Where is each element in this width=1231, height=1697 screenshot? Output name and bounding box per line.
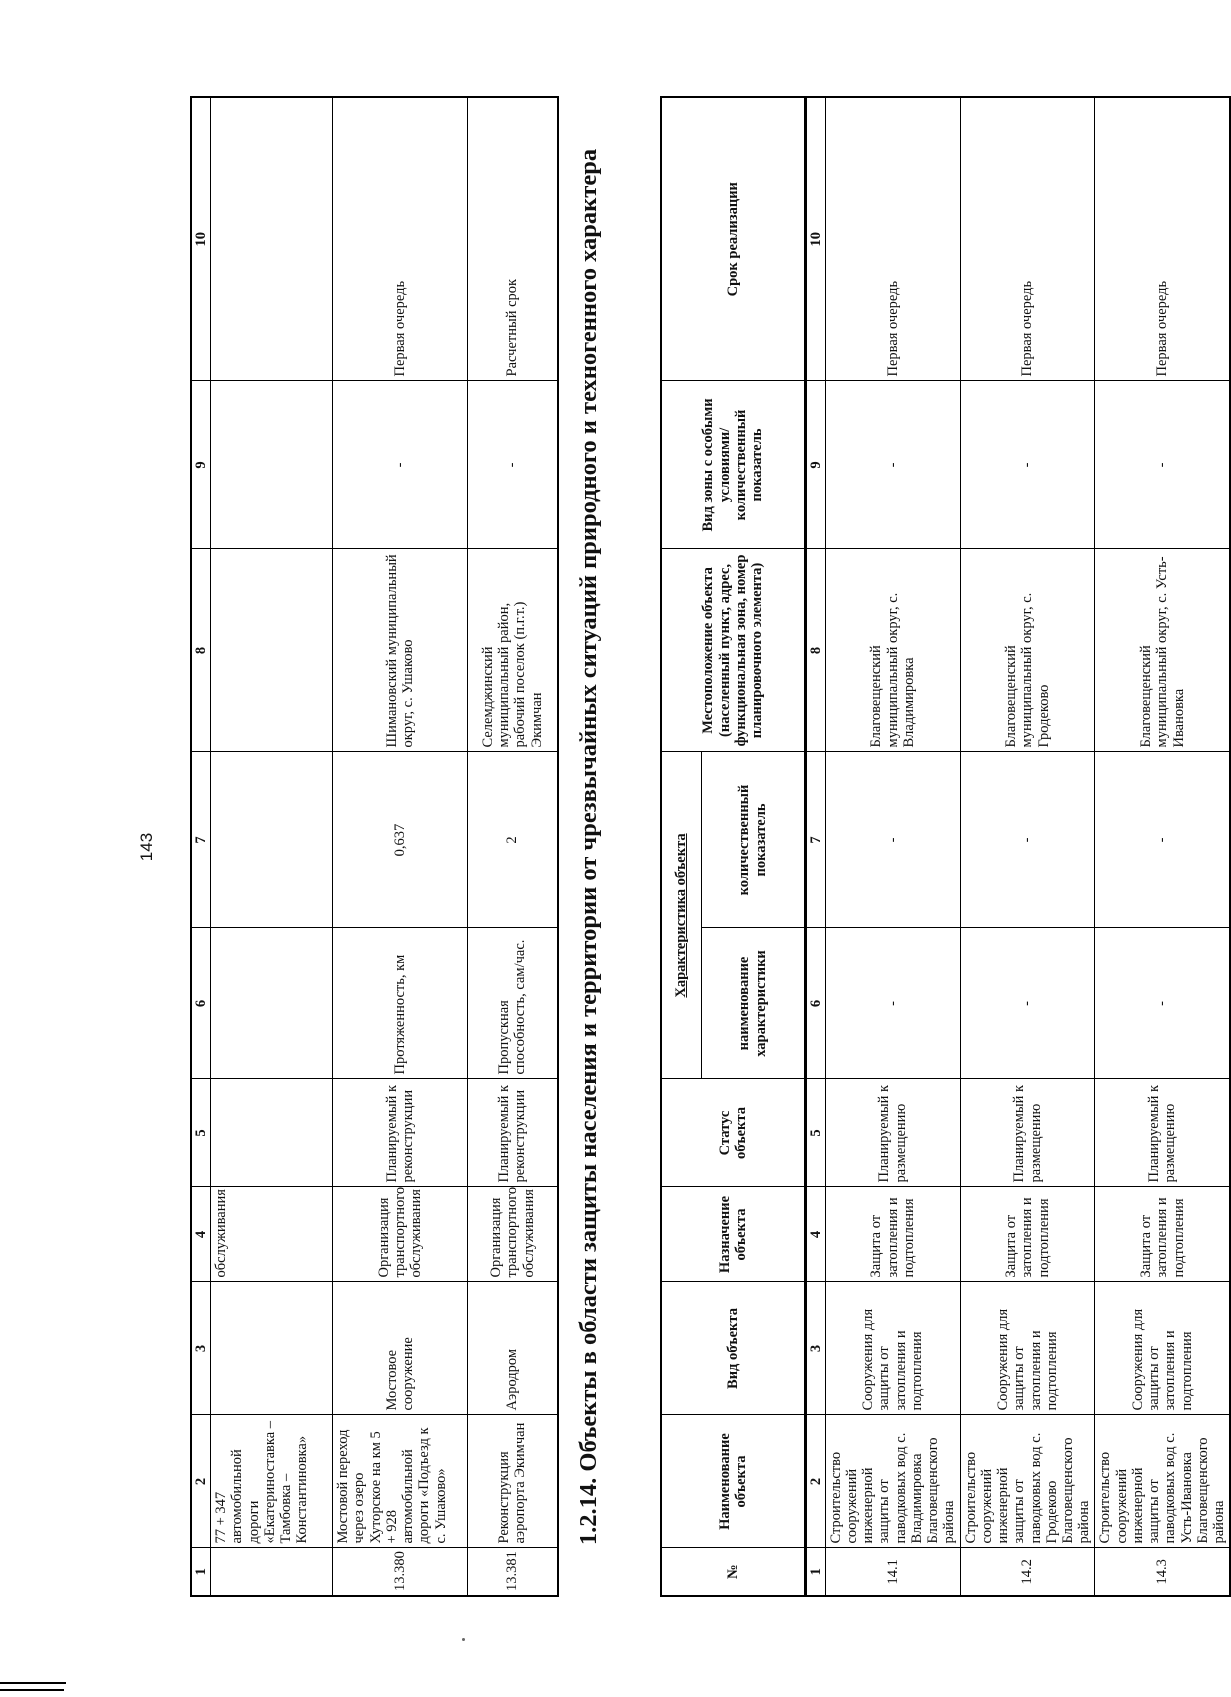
table-row bbox=[960, 97, 1095, 1596]
header-term: Срок реализации bbox=[661, 97, 805, 381]
cell-number: 14.3 bbox=[1095, 1548, 1230, 1596]
table-row bbox=[825, 97, 960, 1596]
index-cell: 7 bbox=[805, 752, 825, 928]
cell-object-type: Аэродром bbox=[468, 1282, 558, 1415]
header-object-type: Вид объекта bbox=[661, 1282, 805, 1415]
index-cell: 6 bbox=[805, 928, 825, 1079]
table-emergency-protection-objects bbox=[660, 96, 1231, 1597]
cell-object-type: Мостовое сооружение bbox=[333, 1282, 468, 1415]
cell-object-name: Мостовой переход через озеро Хуторское на км 5 + 928 автомобильной дороги «Подъезд к с. Ушаково» bbox=[333, 1415, 468, 1548]
cell-term: Первая очередь bbox=[825, 97, 960, 381]
cell-location bbox=[211, 549, 333, 752]
cell-object-name: Строительство сооружений инженерной защиты от паводковых вод с. Владимировка Благовещенского района bbox=[825, 1415, 960, 1548]
cell-location: Благовещенский муниципальный округ, с. Владимировка bbox=[825, 549, 960, 752]
header-object-status: Статус объекта bbox=[661, 1079, 805, 1187]
table-row bbox=[468, 97, 558, 1596]
header-characteristic-value: количественный показатель bbox=[701, 752, 805, 928]
cell-number: 14.2 bbox=[960, 1548, 1095, 1596]
cell-term bbox=[211, 97, 333, 381]
header-characteristic-group: Характеристика объекта bbox=[661, 752, 701, 1079]
page-number: 143 bbox=[137, 832, 156, 862]
cell-char-value bbox=[211, 752, 333, 928]
scan-edge-line bbox=[0, 1689, 64, 1691]
cell-char-value: 2 bbox=[468, 752, 558, 928]
cell-zone: - bbox=[825, 381, 960, 549]
cell-object-type bbox=[211, 1282, 333, 1415]
index-cell: 9 bbox=[805, 381, 825, 549]
index-cell: 5 bbox=[805, 1079, 825, 1187]
cell-object-status: Планируемый к размещению bbox=[825, 1079, 960, 1187]
header-number: № bbox=[661, 1548, 805, 1596]
header-object-name: Наименование объекта bbox=[661, 1415, 805, 1548]
cell-zone: - bbox=[468, 381, 558, 549]
cell-term: Первая очередь bbox=[333, 97, 468, 381]
cell-number: 13.381 bbox=[468, 1548, 558, 1596]
index-cell: 8 bbox=[805, 549, 825, 752]
cell-term: Расчетный срок bbox=[468, 97, 558, 381]
cell-object-status bbox=[211, 1079, 333, 1187]
header-characteristic-name: наименование характеристики bbox=[701, 928, 805, 1079]
index-cell: 1 bbox=[191, 1548, 211, 1596]
cell-object-purpose: Защита от затопления и подтопления bbox=[1095, 1187, 1230, 1282]
cell-object-purpose: Организация транспортного обслуживания bbox=[333, 1187, 468, 1282]
index-cell: 7 bbox=[191, 752, 211, 928]
table-index-row bbox=[805, 97, 825, 1596]
cell-object-name: Строительство сооружений инженерной защиты от паводковых вод с. Усть-Ивановка Благовещенского района bbox=[1095, 1415, 1230, 1548]
cell-object-type: Сооружения для защиты от затопления и подтопления bbox=[825, 1282, 960, 1415]
cell-zone: - bbox=[960, 381, 1095, 549]
scan-speck bbox=[462, 1638, 465, 1641]
table-header-row bbox=[661, 97, 701, 1596]
cell-char-value: - bbox=[1095, 752, 1230, 928]
cell-char-value: - bbox=[825, 752, 960, 928]
cell-char-name: - bbox=[960, 928, 1095, 1079]
cell-object-name: Строительство сооружений инженерной защиты от паводковых вод с. Гродеково Благовещенского района bbox=[960, 1415, 1095, 1548]
index-cell: 3 bbox=[191, 1282, 211, 1415]
table-emergency-wrapper bbox=[660, 100, 1231, 1597]
index-cell: 2 bbox=[191, 1415, 211, 1548]
cell-char-value: - bbox=[960, 752, 1095, 928]
cell-object-name: 77 + 347 автомобильной дороги «Екатериноставка – Тамбовка – Константиновка» bbox=[211, 1415, 333, 1548]
cell-object-purpose: Защита от затопления и подтопления bbox=[960, 1187, 1095, 1282]
cell-char-name: Пропускная способность, сам/час. bbox=[468, 928, 558, 1079]
section-title: 1.2.14. Объекты в области защиты населения и территории от чрезвычайных ситуаций природного и техногенного характера bbox=[575, 148, 602, 1546]
index-cell: 5 bbox=[191, 1079, 211, 1187]
scan-edge-line bbox=[0, 1682, 66, 1684]
index-cell: 4 bbox=[191, 1187, 211, 1282]
table-row bbox=[211, 97, 333, 1596]
table-continuation-wrapper bbox=[190, 100, 559, 1597]
header-object-purpose: Назначение объекта bbox=[661, 1187, 805, 1282]
table-transport-objects bbox=[190, 96, 559, 1597]
cell-object-status: Планируемый к реконструкции bbox=[333, 1079, 468, 1187]
table-index-row bbox=[191, 97, 211, 1596]
index-cell: 4 bbox=[805, 1187, 825, 1282]
cell-location: Шимановский муниципальный округ, с. Ушаково bbox=[333, 549, 468, 752]
header-location: Местоположение объекта (населенный пункт, адрес, функциональная зона, номер планировочного элемента) bbox=[661, 549, 805, 752]
header-zone: Вид зоны с особыми условиями/ количественный показатель bbox=[661, 381, 805, 549]
cell-object-status: Планируемый к реконструкции bbox=[468, 1079, 558, 1187]
index-cell: 10 bbox=[805, 97, 825, 381]
cell-char-name: - bbox=[1095, 928, 1230, 1079]
cell-number bbox=[211, 1548, 333, 1596]
table-row bbox=[333, 97, 468, 1596]
cell-object-name: Реконструкция аэропорта Экимчан bbox=[468, 1415, 558, 1548]
index-cell: 3 bbox=[805, 1282, 825, 1415]
cell-object-status: Планируемый к размещению bbox=[960, 1079, 1095, 1187]
index-cell: 10 bbox=[191, 97, 211, 381]
cell-object-purpose: обслуживания bbox=[211, 1187, 333, 1282]
cell-term: Первая очередь bbox=[960, 97, 1095, 381]
index-cell: 9 bbox=[191, 381, 211, 549]
cell-zone bbox=[211, 381, 333, 549]
table-row bbox=[1095, 97, 1230, 1596]
cell-char-value: 0,637 bbox=[333, 752, 468, 928]
cell-object-type: Сооружения для защиты от затопления и подтопления bbox=[1095, 1282, 1230, 1415]
cell-object-purpose: Защита от затопления и подтопления bbox=[825, 1187, 960, 1282]
index-cell: 6 bbox=[191, 928, 211, 1079]
cell-char-name: - bbox=[825, 928, 960, 1079]
cell-location: Благовещенский муниципальный округ, с. Усть-Ивановка bbox=[1095, 549, 1230, 752]
cell-number: 13.380 bbox=[333, 1548, 468, 1596]
cell-zone: - bbox=[333, 381, 468, 549]
cell-object-status: Планируемый к размещению bbox=[1095, 1079, 1230, 1187]
cell-term: Первая очередь bbox=[1095, 97, 1230, 381]
cell-location: Благовещенский муниципальный округ, с. Гродеково bbox=[960, 549, 1095, 752]
cell-char-name bbox=[211, 928, 333, 1079]
cell-char-name: Протяженность, км bbox=[333, 928, 468, 1079]
index-cell: 1 bbox=[805, 1548, 825, 1596]
index-cell: 2 bbox=[805, 1415, 825, 1548]
cell-object-purpose: Организация транспортного обслуживания bbox=[468, 1187, 558, 1282]
index-cell: 8 bbox=[191, 549, 211, 752]
cell-object-type: Сооружения для защиты от затопления и подтопления bbox=[960, 1282, 1095, 1415]
cell-number: 14.1 bbox=[825, 1548, 960, 1596]
cell-zone: - bbox=[1095, 381, 1230, 549]
cell-location: Селемджинский муниципальный район, рабочий поселок (п.г.т.) Экимчан bbox=[468, 549, 558, 752]
